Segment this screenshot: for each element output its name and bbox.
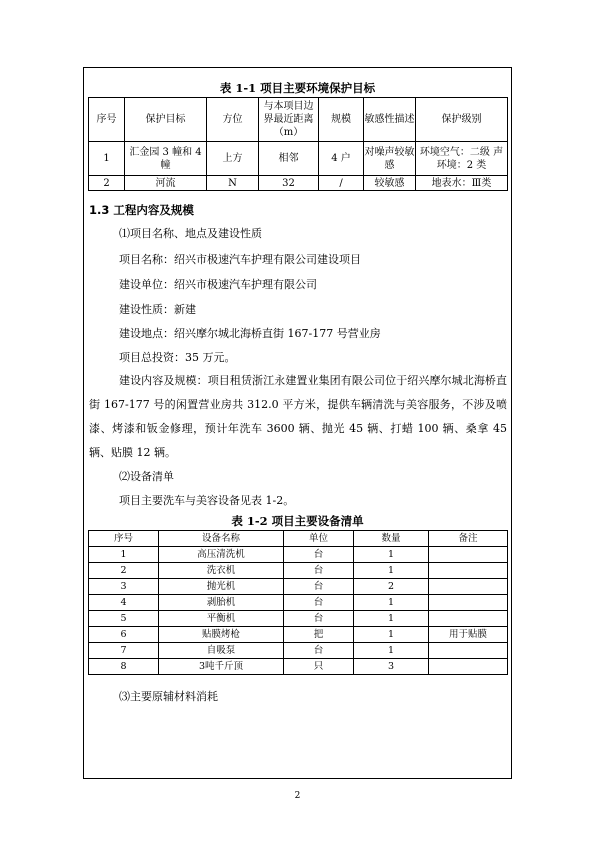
table-cell: 洗衣机 [159, 563, 284, 579]
table-cell: 环境空气：二级 声环境：2 类 [416, 142, 508, 176]
total-investment: 项目总投资：35 万元。 [119, 351, 236, 364]
table-cell: 贴膜烤枪 [159, 627, 284, 643]
table-cell [429, 547, 508, 563]
table-cell: 平衡机 [159, 611, 284, 627]
table-cell: 台 [284, 563, 354, 579]
header-cell: 保护目标 [125, 98, 207, 142]
table-row [89, 627, 508, 643]
table-header-row [89, 98, 508, 142]
table-cell: 用于贴膜 [429, 627, 508, 643]
table2-caption: 表 1-2 项目主要设备清单 [231, 514, 364, 528]
table-cell: 台 [284, 547, 354, 563]
header-cell: 序号 [89, 98, 125, 142]
table-cell [429, 579, 508, 595]
table-cell: 自吸泵 [159, 643, 284, 659]
table-cell: 台 [284, 595, 354, 611]
table-row [89, 611, 508, 627]
table-cell: 4 [89, 595, 159, 611]
table-cell: 1 [89, 547, 159, 563]
environment-protection-table [88, 97, 508, 191]
header-cell: 方位 [207, 98, 259, 142]
table-cell: 8 [89, 659, 159, 675]
table-row [89, 563, 508, 579]
table-row [89, 595, 508, 611]
table-cell: 1 [354, 643, 429, 659]
equipment-table [88, 530, 508, 675]
header-cell: 数量 [354, 531, 429, 547]
table-cell: / [319, 176, 364, 191]
table-header-row [89, 531, 508, 547]
table-cell: 抛光机 [159, 579, 284, 595]
table-cell: 4 户 [319, 142, 364, 176]
table-cell: 河流 [125, 176, 207, 191]
table-cell: 2 [89, 563, 159, 579]
table-cell: 2 [354, 579, 429, 595]
header-cell: 与本项目边界最近距离（m） [259, 98, 319, 142]
table-cell: 地表水：Ⅲ类 [416, 176, 508, 191]
table-cell: 5 [89, 611, 159, 627]
subsection-title: ⑶主要原辅材料消耗 [119, 690, 218, 703]
section-heading: 1.3 工程内容及规模 [89, 203, 194, 217]
table-cell: 台 [284, 579, 354, 595]
table-cell: 剥胎机 [159, 595, 284, 611]
header-cell: 敏感性描述 [364, 98, 416, 142]
table-cell: 只 [284, 659, 354, 675]
table-cell: 1 [89, 142, 125, 176]
table-cell: 3 [354, 659, 429, 675]
table-row [89, 547, 508, 563]
table-cell: 2 [89, 176, 125, 191]
table-cell: N [207, 176, 259, 191]
construction-nature: 建设性质：新建 [119, 303, 196, 316]
header-cell: 设备名称 [159, 531, 284, 547]
table1-caption: 表 1-1 项目主要环境保护目标 [219, 81, 376, 95]
table-cell: 3 [89, 579, 159, 595]
header-cell: 保护级别 [416, 98, 508, 142]
table-cell: 台 [284, 643, 354, 659]
table-cell [429, 563, 508, 579]
table-cell: 3吨千斤顶 [159, 659, 284, 675]
table-cell: 把 [284, 627, 354, 643]
header-cell: 序号 [89, 531, 159, 547]
table-cell: 1 [354, 563, 429, 579]
construction-location: 建设地点：绍兴摩尔城北海桥直街 167-177 号营业房 [119, 327, 381, 340]
header-cell: 备注 [429, 531, 508, 547]
table-cell: 1 [354, 627, 429, 643]
table-cell: 较敏感 [364, 176, 416, 191]
page-number: 2 [294, 791, 301, 801]
table-cell: 台 [284, 611, 354, 627]
table-cell: 汇金园 3 幢和 4 幢 [125, 142, 207, 176]
table-cell: 相邻 [259, 142, 319, 176]
table-cell: 32 [259, 176, 319, 191]
subsection-title: ⑵设备清单 [119, 470, 174, 483]
table-cell [429, 643, 508, 659]
table-row [89, 142, 508, 176]
table-cell [429, 611, 508, 627]
table-row [89, 659, 508, 675]
table-cell: 1 [354, 611, 429, 627]
table-cell [429, 595, 508, 611]
table-cell: 7 [89, 643, 159, 659]
equipment-intro: 项目主要洗车与美容设备见表 1-2。 [119, 494, 295, 507]
table-row [89, 579, 508, 595]
header-cell: 单位 [284, 531, 354, 547]
table-row [89, 643, 508, 659]
table-cell: 1 [354, 547, 429, 563]
table-cell: 高压清洗机 [159, 547, 284, 563]
table-cell [429, 659, 508, 675]
table-cell: 上方 [207, 142, 259, 176]
project-name: 项目名称：绍兴市极速汽车护理有限公司建设项目 [119, 253, 361, 266]
subsection-title: ⑴项目名称、地点及建设性质 [119, 227, 262, 240]
table-row [89, 176, 508, 191]
table-cell: 1 [354, 595, 429, 611]
table-cell: 6 [89, 627, 159, 643]
header-cell: 规模 [319, 98, 364, 142]
construction-unit: 建设单位：绍兴市极速汽车护理有限公司 [119, 278, 317, 291]
table-cell: 对噪声较敏感 [364, 142, 416, 176]
construction-scale: 建设内容及规模：项目租赁浙江永建置业集团有限公司位于绍兴摩尔城北海桥直街 167-177 号的闲置营业房共 312.0 平方米，提供车辆清洗与美容服务，不涉及喷漆、烤漆和钣金修理，预计年洗车 3600 辆、抛光 45 辆、打蜡 100 辆、桑拿 45 辆、贴膜 12 辆。 [89, 374, 507, 459]
